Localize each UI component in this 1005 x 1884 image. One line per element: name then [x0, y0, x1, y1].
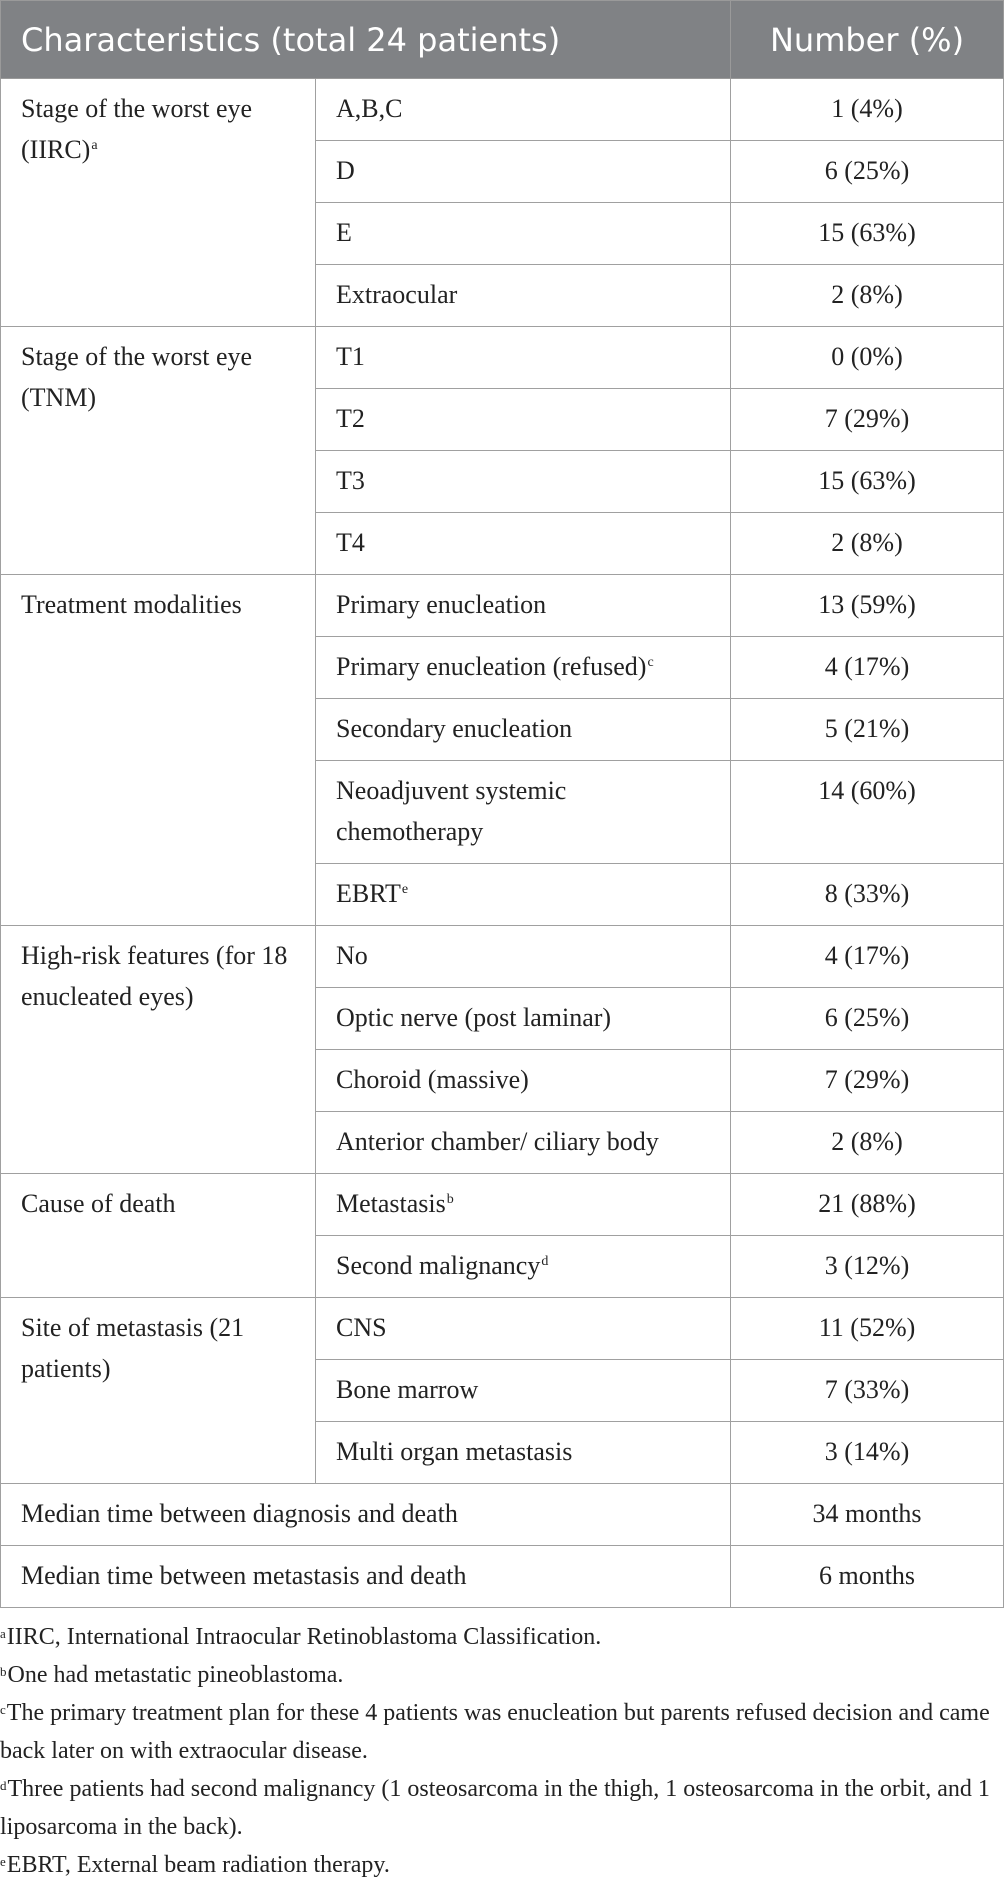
row-value [731, 141, 1004, 203]
footnote-text: The primary treatment plan for these 4 patients was enucleation but parents refused decision and came back later on with extraocular disease. [0, 1700, 990, 1764]
row-label-text: A,B,C [336, 94, 403, 123]
row-label-text: No [336, 941, 368, 970]
group-label [1, 926, 316, 1174]
row-value-text: 7 (33%) [824, 1375, 910, 1404]
row-value-text: 8 (33%) [824, 879, 910, 908]
row-label-text: Anterior chamber/ ciliary body [336, 1127, 659, 1156]
row-label-text: Primary enucleation [336, 590, 547, 619]
row-value [731, 1050, 1004, 1112]
group-label [1, 1174, 316, 1298]
row-value [731, 575, 1004, 637]
row-value-text: 6 (25%) [824, 156, 910, 185]
row-value [731, 988, 1004, 1050]
row-value [731, 327, 1004, 389]
row-value-text: 13 (59%) [818, 590, 916, 619]
row-value-text: 21 (88%) [818, 1189, 916, 1218]
footnote-text: One had metastatic pineoblastoma. [7, 1662, 344, 1688]
footnote [0, 1770, 1003, 1846]
row-label [316, 141, 731, 203]
row-label-text: Optic nerve (post laminar) [336, 1003, 612, 1032]
group-label-text: Stage of the worst eye (TNM) [21, 342, 253, 412]
row-label-text: Multi organ metastasis [336, 1437, 573, 1466]
row-value [731, 1298, 1004, 1360]
summary-value-text: 6 months [818, 1561, 916, 1590]
footnote-mark: c [0, 1702, 6, 1717]
row-value [731, 761, 1004, 864]
header-number: Number (%) [731, 1, 1004, 79]
table-row [1, 575, 1004, 637]
summary-row [1, 1546, 1004, 1608]
row-label-text: T4 [336, 528, 365, 557]
row-value-text: 0 (0%) [831, 342, 903, 371]
row-label [316, 988, 731, 1050]
row-value-text: 7 (29%) [824, 404, 910, 433]
row-label-text: Primary enucleation (refused) [336, 652, 647, 681]
row-label [316, 327, 731, 389]
row-label-text: Secondary enucleation [336, 714, 573, 743]
row-value [731, 864, 1004, 926]
summary-value [731, 1546, 1004, 1608]
footnote-mark: a [0, 1626, 6, 1641]
row-label-text: Bone marrow [336, 1375, 479, 1404]
row-value [731, 1112, 1004, 1174]
row-label [316, 1360, 731, 1422]
row-label [316, 265, 731, 327]
row-label-text: EBRT [336, 879, 401, 908]
table-body [1, 79, 1004, 1608]
group-label-text: Stage of the worst eye (IIRC) [21, 94, 253, 164]
row-value [731, 451, 1004, 513]
footnote-mark: b [0, 1664, 7, 1679]
footnote [0, 1618, 1003, 1656]
footnote-mark: b [446, 1192, 454, 1207]
row-label-text: CNS [336, 1313, 387, 1342]
row-value-text: 2 (8%) [831, 280, 903, 309]
row-label-text: T2 [336, 404, 365, 433]
row-label [316, 203, 731, 265]
row-value-text: 1 (4%) [831, 94, 903, 123]
group-label-text: Cause of death [21, 1189, 176, 1218]
footnote-mark: e [401, 882, 409, 897]
row-label [316, 575, 731, 637]
footnote-text: EBRT, External beam radiation therapy. [6, 1852, 390, 1878]
footnote [0, 1694, 1003, 1770]
table-row [1, 1298, 1004, 1360]
row-label [316, 1422, 731, 1484]
row-label-text: T3 [336, 466, 365, 495]
row-value [731, 79, 1004, 141]
group-label [1, 575, 316, 926]
footnotes [0, 1608, 1003, 1884]
row-value [731, 513, 1004, 575]
row-value [731, 926, 1004, 988]
summary-label-text: Median time between diagnosis and death [21, 1499, 458, 1528]
summary-value [731, 1484, 1004, 1546]
row-label-text: Extraocular [336, 280, 458, 309]
row-value [731, 1422, 1004, 1484]
table-row [1, 926, 1004, 988]
row-value-text: 14 (60%) [818, 776, 916, 805]
row-value-text: 2 (8%) [831, 528, 903, 557]
row-label [316, 1236, 731, 1298]
summary-value-text: 34 months [812, 1499, 922, 1528]
group-label-text: High-risk features (for 18 enucleated eyes) [21, 941, 288, 1011]
row-label [316, 513, 731, 575]
row-value-text: 5 (21%) [824, 714, 910, 743]
row-value-text: 15 (63%) [818, 218, 916, 247]
footnote-mark: e [0, 1854, 6, 1869]
footnote-text: IIRC, International Intraocular Retinoblastoma Classification. [6, 1624, 602, 1650]
row-label-text: Metastasis [336, 1189, 446, 1218]
row-value-text: 3 (12%) [824, 1251, 910, 1280]
row-value-text: 6 (25%) [824, 1003, 910, 1032]
row-value [731, 203, 1004, 265]
row-label-text: Choroid (massive) [336, 1065, 529, 1094]
table-row [1, 79, 1004, 141]
row-value [731, 699, 1004, 761]
summary-label [1, 1546, 731, 1608]
group-label [1, 1298, 316, 1484]
footnote-text: Three patients had second malignancy (1 osteosarcoma in the thigh, 1 osteosarcoma in the orbit, and 1 liposarcoma in the back). [0, 1776, 990, 1840]
footnote-mark: c [647, 655, 654, 670]
row-label-text: T1 [336, 342, 365, 371]
row-value [731, 1236, 1004, 1298]
footnote [0, 1846, 1003, 1884]
row-label [316, 1298, 731, 1360]
table-row [1, 1174, 1004, 1236]
row-label [316, 1112, 731, 1174]
group-label-text: Treatment modalities [21, 590, 242, 619]
footnote-mark: d [0, 1778, 7, 1793]
row-value [731, 637, 1004, 699]
footnote [0, 1656, 1003, 1694]
row-label-text: Neoadjuvent systemic chemotherapy [336, 776, 567, 846]
row-label-text: D [336, 156, 355, 185]
group-label [1, 79, 316, 327]
table-header-row [1, 1, 1004, 79]
row-label [316, 451, 731, 513]
row-value [731, 265, 1004, 327]
row-label [316, 637, 731, 699]
row-label [316, 864, 731, 926]
row-label [316, 1174, 731, 1236]
row-value [731, 389, 1004, 451]
summary-label-text: Median time between metastasis and death [21, 1561, 467, 1590]
row-label [316, 926, 731, 988]
summary-label [1, 1484, 731, 1546]
header-characteristics: Characteristics (total 24 patients) [1, 1, 731, 79]
row-label [316, 1050, 731, 1112]
row-label [316, 389, 731, 451]
row-label [316, 699, 731, 761]
group-label [1, 327, 316, 575]
row-value-text: 3 (14%) [824, 1437, 910, 1466]
row-label-text: Second malignancy [336, 1251, 541, 1280]
row-label [316, 79, 731, 141]
row-value-text: 4 (17%) [824, 652, 910, 681]
row-value [731, 1360, 1004, 1422]
row-value-text: 15 (63%) [818, 466, 916, 495]
row-label-text: E [336, 218, 352, 247]
summary-row [1, 1484, 1004, 1546]
table-row [1, 327, 1004, 389]
footnote-mark: d [541, 1254, 549, 1269]
row-value [731, 1174, 1004, 1236]
group-label-text: Site of metastasis (21 patients) [21, 1313, 245, 1383]
row-value-text: 11 (52%) [818, 1313, 916, 1342]
row-label [316, 761, 731, 864]
row-value-text: 7 (29%) [824, 1065, 910, 1094]
footnote-mark: a [91, 138, 98, 153]
row-value-text: 2 (8%) [831, 1127, 903, 1156]
row-value-text: 4 (17%) [824, 941, 910, 970]
